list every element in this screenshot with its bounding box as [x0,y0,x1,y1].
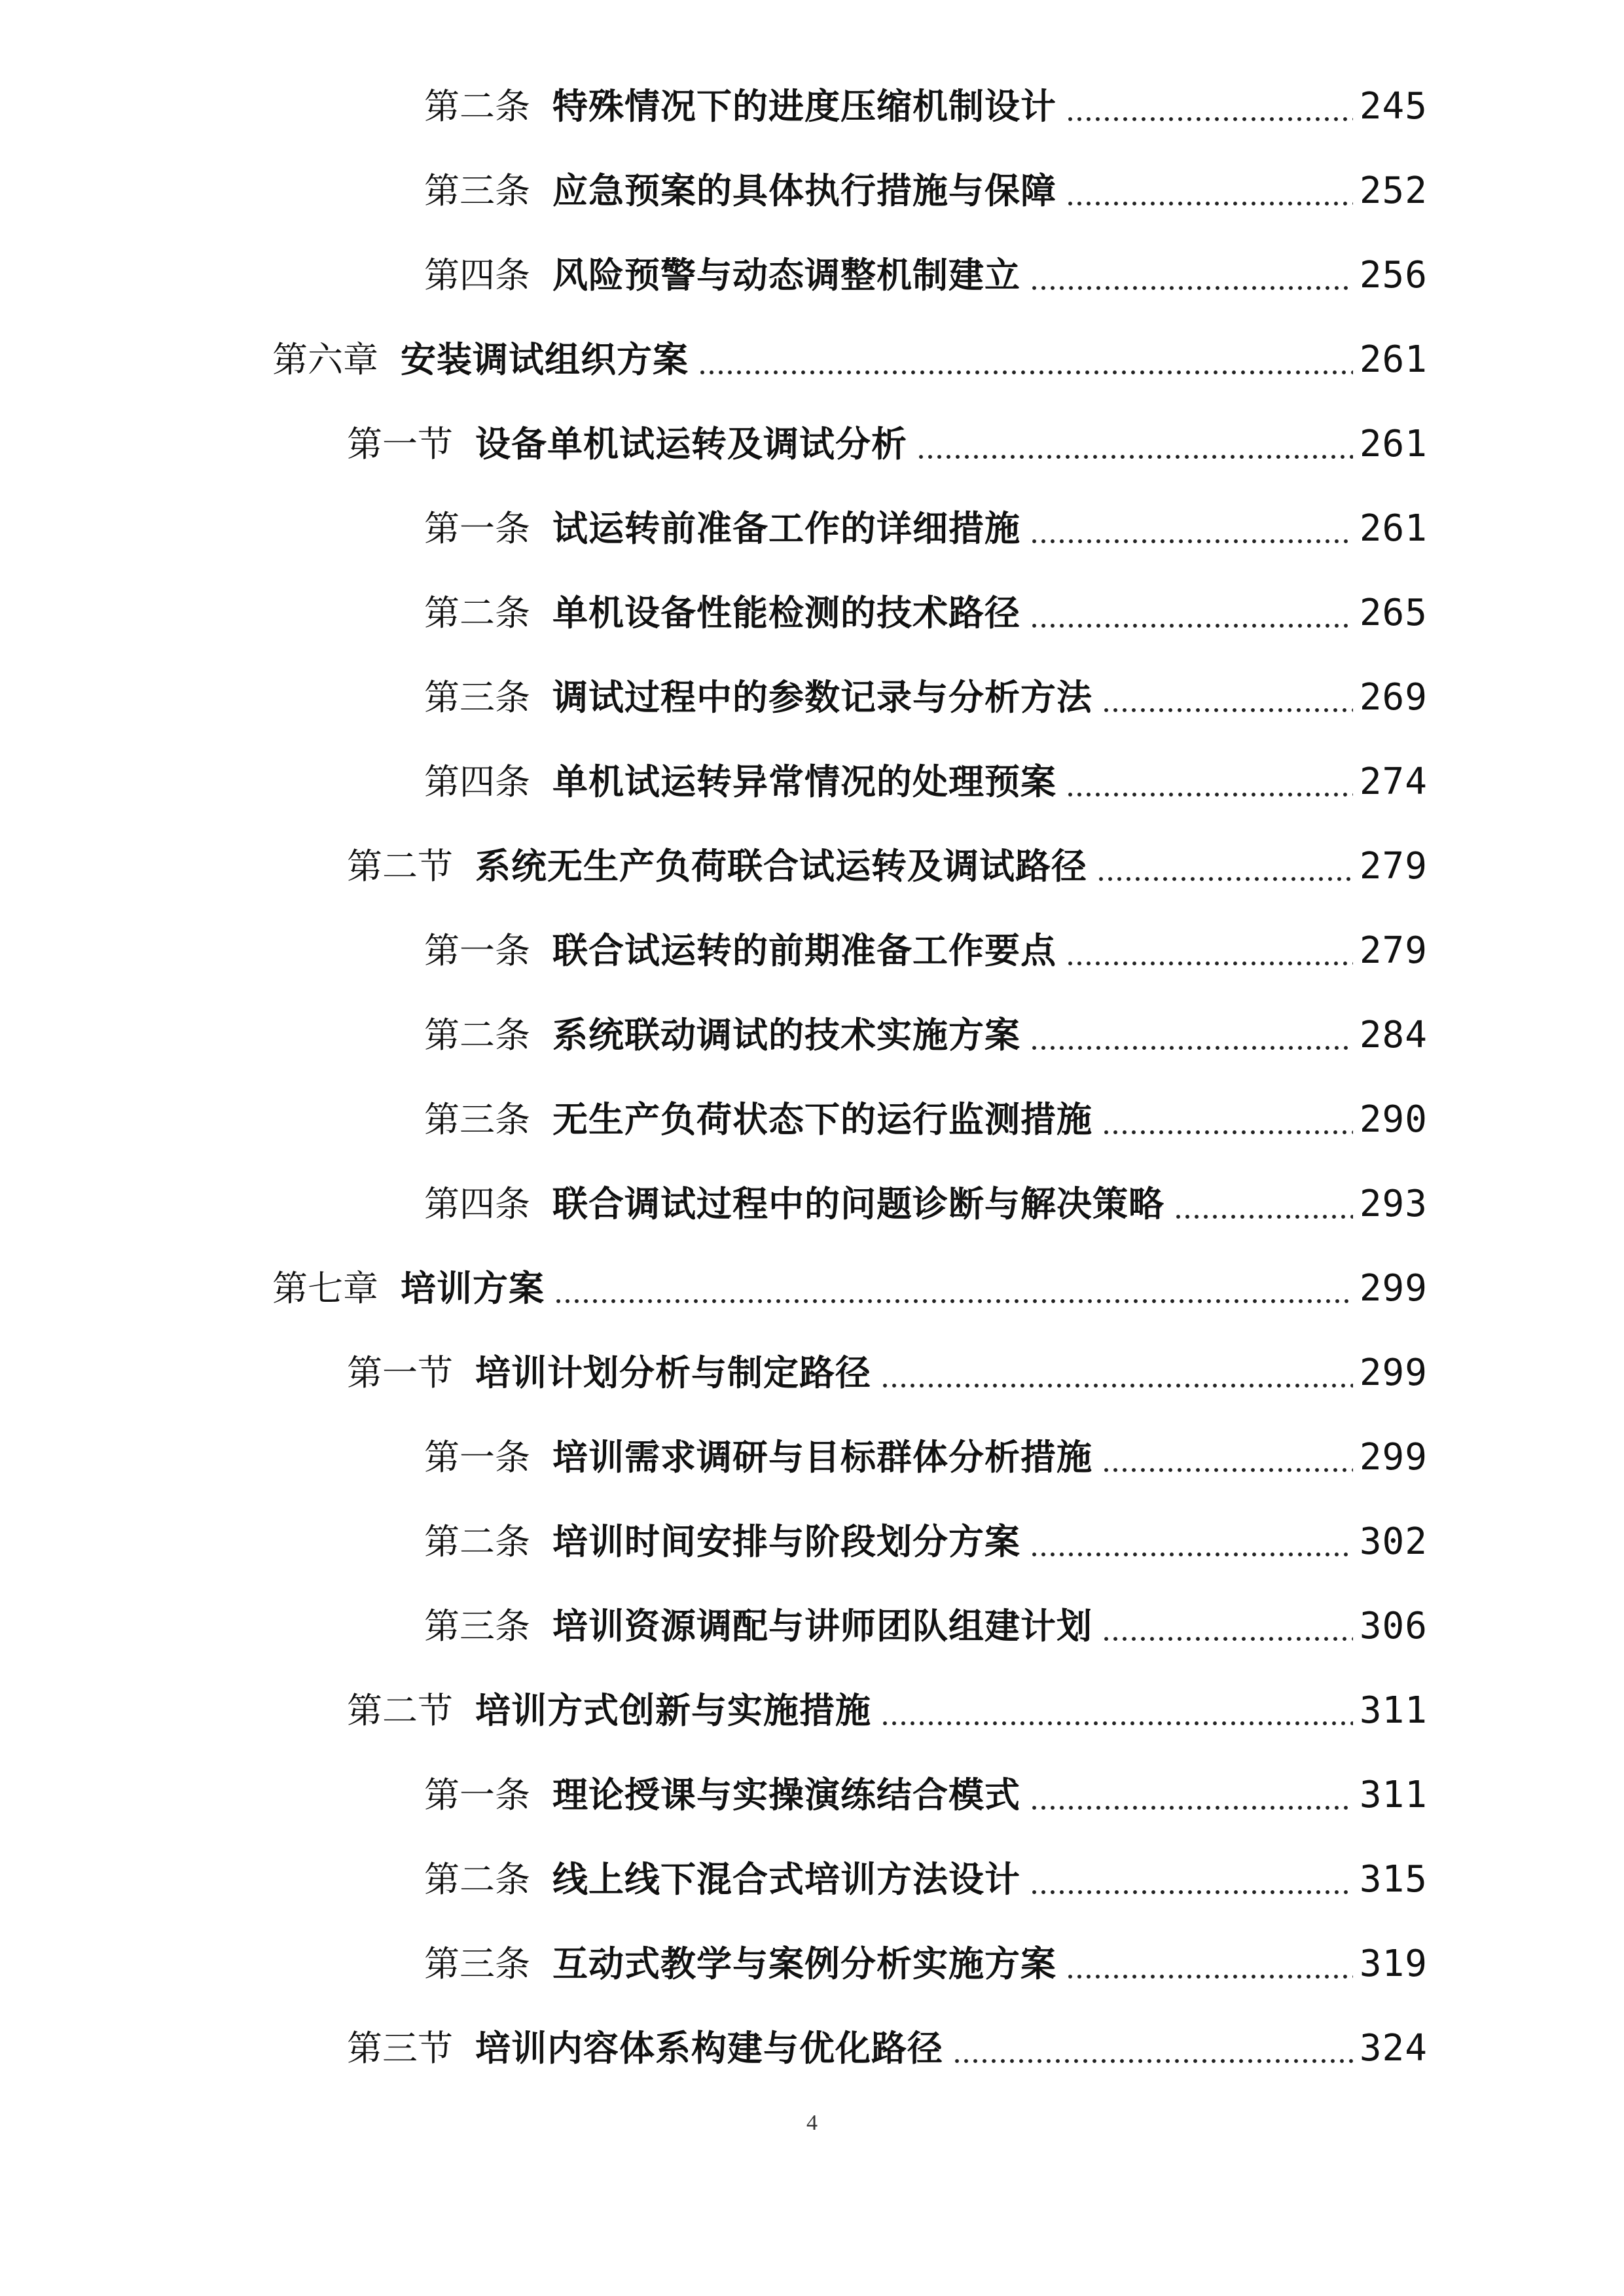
toc-entry-title: 理论授课与实操演练结合模式 [552,1774,1020,1816]
toc-entry-page: 299 [1359,1436,1428,1479]
toc-entry-label: 第一条 [424,1437,530,1478]
toc-entry-label: 第二条 [424,1521,530,1562]
toc-entry-title: 培训内容体系构建与优化路径 [475,2028,943,2069]
toc-entry-label: 第二条 [424,86,530,127]
dot-leader [880,1384,1353,1388]
toc-entry-page: 245 [1359,85,1428,128]
toc-entry-label: 第一节 [347,1352,453,1393]
toc-entry-label: 第二节 [347,846,453,887]
toc-entry-page: 261 [1359,507,1428,550]
toc-entry-title: 互动式教学与案例分析实施方案 [552,1943,1056,1984]
toc-entry-title: 风险预警与动态调整机制建立 [552,255,1020,296]
dot-leader [1066,1975,1353,1979]
dot-leader [554,1299,1353,1303]
toc-entry-page: 299 [1359,1352,1428,1394]
toc-entry-label: 第二节 [347,1690,453,1731]
toc-entry-label: 第三节 [347,2028,453,2069]
toc-entry-label: 第三条 [424,170,530,211]
toc-entry-page: 306 [1359,1605,1428,1647]
dot-leader [1066,793,1353,797]
toc-entry-title: 设备单机试运转及调试分析 [475,423,907,465]
toc-entry-page: 299 [1359,1267,1428,1310]
dot-leader [1030,1552,1353,1556]
dot-leader [1102,1468,1353,1472]
dot-leader [952,2059,1353,2063]
dot-leader [1030,1890,1353,1894]
toc-entry-page: 265 [1359,592,1428,634]
dot-leader [1066,202,1353,206]
toc-section-entry[interactable] [347,2009,1428,2088]
dot-leader [1030,624,1353,628]
toc-section-entry[interactable] [347,1672,1428,1750]
toc-entry-title: 培训资源调配与讲师团队组建计划 [552,1605,1092,1647]
toc-section-entry[interactable] [347,827,1428,906]
toc-entry[interactable] [424,152,1428,230]
toc-entry-label: 第二条 [424,592,530,634]
toc-entry[interactable] [424,490,1428,568]
toc-entry-title: 单机设备性能检测的技术路径 [552,592,1020,634]
toc-entry[interactable] [424,67,1428,146]
toc-entry-page: 324 [1359,2027,1428,2070]
toc-entry-label: 第三条 [424,677,530,718]
toc-section-entry[interactable] [347,405,1428,484]
toc-entry[interactable] [424,996,1428,1075]
toc-entry[interactable] [424,1503,1428,1581]
toc-entry-label: 第四条 [424,1183,530,1225]
toc-entry-page: 290 [1359,1098,1428,1141]
toc-entry-title: 培训计划分析与制定路径 [475,1352,871,1393]
dot-leader [1030,1046,1353,1050]
toc-entry[interactable] [424,1165,1428,1244]
toc-section-entry[interactable] [347,1334,1428,1412]
dot-leader [1030,539,1353,543]
dot-leader [1066,117,1353,121]
toc-entry[interactable] [424,1587,1428,1666]
page-number: 4 [806,2111,818,2135]
dot-leader [1174,1215,1353,1219]
toc-entry-title: 线上线下混合式培训方法设计 [552,1859,1020,1900]
toc-entry-page: 311 [1359,1774,1428,1816]
toc-entry-page: 261 [1359,338,1428,381]
toc-entry-page: 261 [1359,423,1428,465]
toc-entry[interactable] [424,1840,1428,1919]
toc-entry-label: 第一节 [347,423,453,465]
toc-chapter-entry[interactable] [272,1249,1428,1328]
dot-leader [1096,877,1353,881]
toc-entry-title: 培训方案 [401,1268,545,1309]
dot-leader [1030,286,1353,290]
toc-entry-label: 第三条 [424,1605,530,1647]
toc-entry[interactable] [424,743,1428,821]
toc-entry-label: 第二条 [424,1859,530,1900]
toc-entry-page: 311 [1359,1689,1428,1732]
toc-entry-label: 第一条 [424,1774,530,1816]
toc-entry[interactable] [424,236,1428,315]
toc-entry-page: 256 [1359,254,1428,296]
toc-entry-title: 培训方式创新与实施措施 [475,1690,871,1731]
dot-leader [1102,708,1353,712]
dot-leader [1066,961,1353,965]
toc-chapter-entry[interactable] [272,321,1428,399]
toc-entry-label: 第六章 [272,339,378,380]
toc-entry[interactable] [424,1925,1428,2003]
toc-entry[interactable] [424,658,1428,737]
dot-leader [1030,1806,1353,1810]
toc-entry-label: 第七章 [272,1268,378,1309]
dot-leader [916,455,1353,459]
dot-leader [1102,1637,1353,1641]
toc-entry-page: 319 [1359,1943,1428,1985]
toc-entry-title: 安装调试组织方案 [401,339,689,380]
toc-entry-page: 252 [1359,170,1428,212]
toc-entry[interactable] [424,574,1428,653]
toc-entry-page: 302 [1359,1520,1428,1563]
toc-entry-label: 第一条 [424,930,530,971]
toc-entry-label: 第二条 [424,1014,530,1056]
toc-entry-title: 系统无生产负荷联合试运转及调试路径 [475,846,1087,887]
toc-entry-page: 279 [1359,929,1428,972]
toc-entry[interactable] [424,912,1428,990]
toc-entry-page: 293 [1359,1183,1428,1225]
dot-leader [880,1721,1353,1725]
toc-entry[interactable] [424,1756,1428,1835]
toc-entry-title: 特殊情况下的进度压缩机制设计 [552,86,1056,127]
toc-entry-title: 培训需求调研与目标群体分析措施 [552,1437,1092,1478]
dot-leader [698,370,1353,374]
toc-entry-title: 应急预案的具体执行措施与保障 [552,170,1056,211]
toc-entry-title: 试运转前准备工作的详细措施 [552,508,1020,549]
toc-entry-page: 315 [1359,1858,1428,1901]
toc-entry-title: 单机试运转异常情况的处理预案 [552,761,1056,802]
toc-entry-label: 第四条 [424,255,530,296]
toc-entry-label: 第四条 [424,761,530,802]
toc-entry-page: 284 [1359,1014,1428,1056]
toc-entry-title: 无生产负荷状态下的运行监测措施 [552,1099,1092,1140]
toc-entry-page: 279 [1359,845,1428,888]
toc-entry-title: 联合试运转的前期准备工作要点 [552,930,1056,971]
toc-entry[interactable] [424,1418,1428,1497]
toc-entry-page: 269 [1359,676,1428,719]
toc-entry-title: 系统联动调试的技术实施方案 [552,1014,1020,1056]
toc-entry-title: 培训时间安排与阶段划分方案 [552,1521,1020,1562]
toc-entry-label: 第三条 [424,1099,530,1140]
toc-entry-label: 第三条 [424,1943,530,1984]
toc-entry-title: 调试过程中的参数记录与分析方法 [552,677,1092,718]
toc-entry-page: 274 [1359,761,1428,803]
toc-entry-label: 第一条 [424,508,530,549]
toc-entry-title: 联合调试过程中的问题诊断与解决策略 [552,1183,1164,1225]
toc-entry[interactable] [424,1081,1428,1159]
dot-leader [1102,1130,1353,1134]
